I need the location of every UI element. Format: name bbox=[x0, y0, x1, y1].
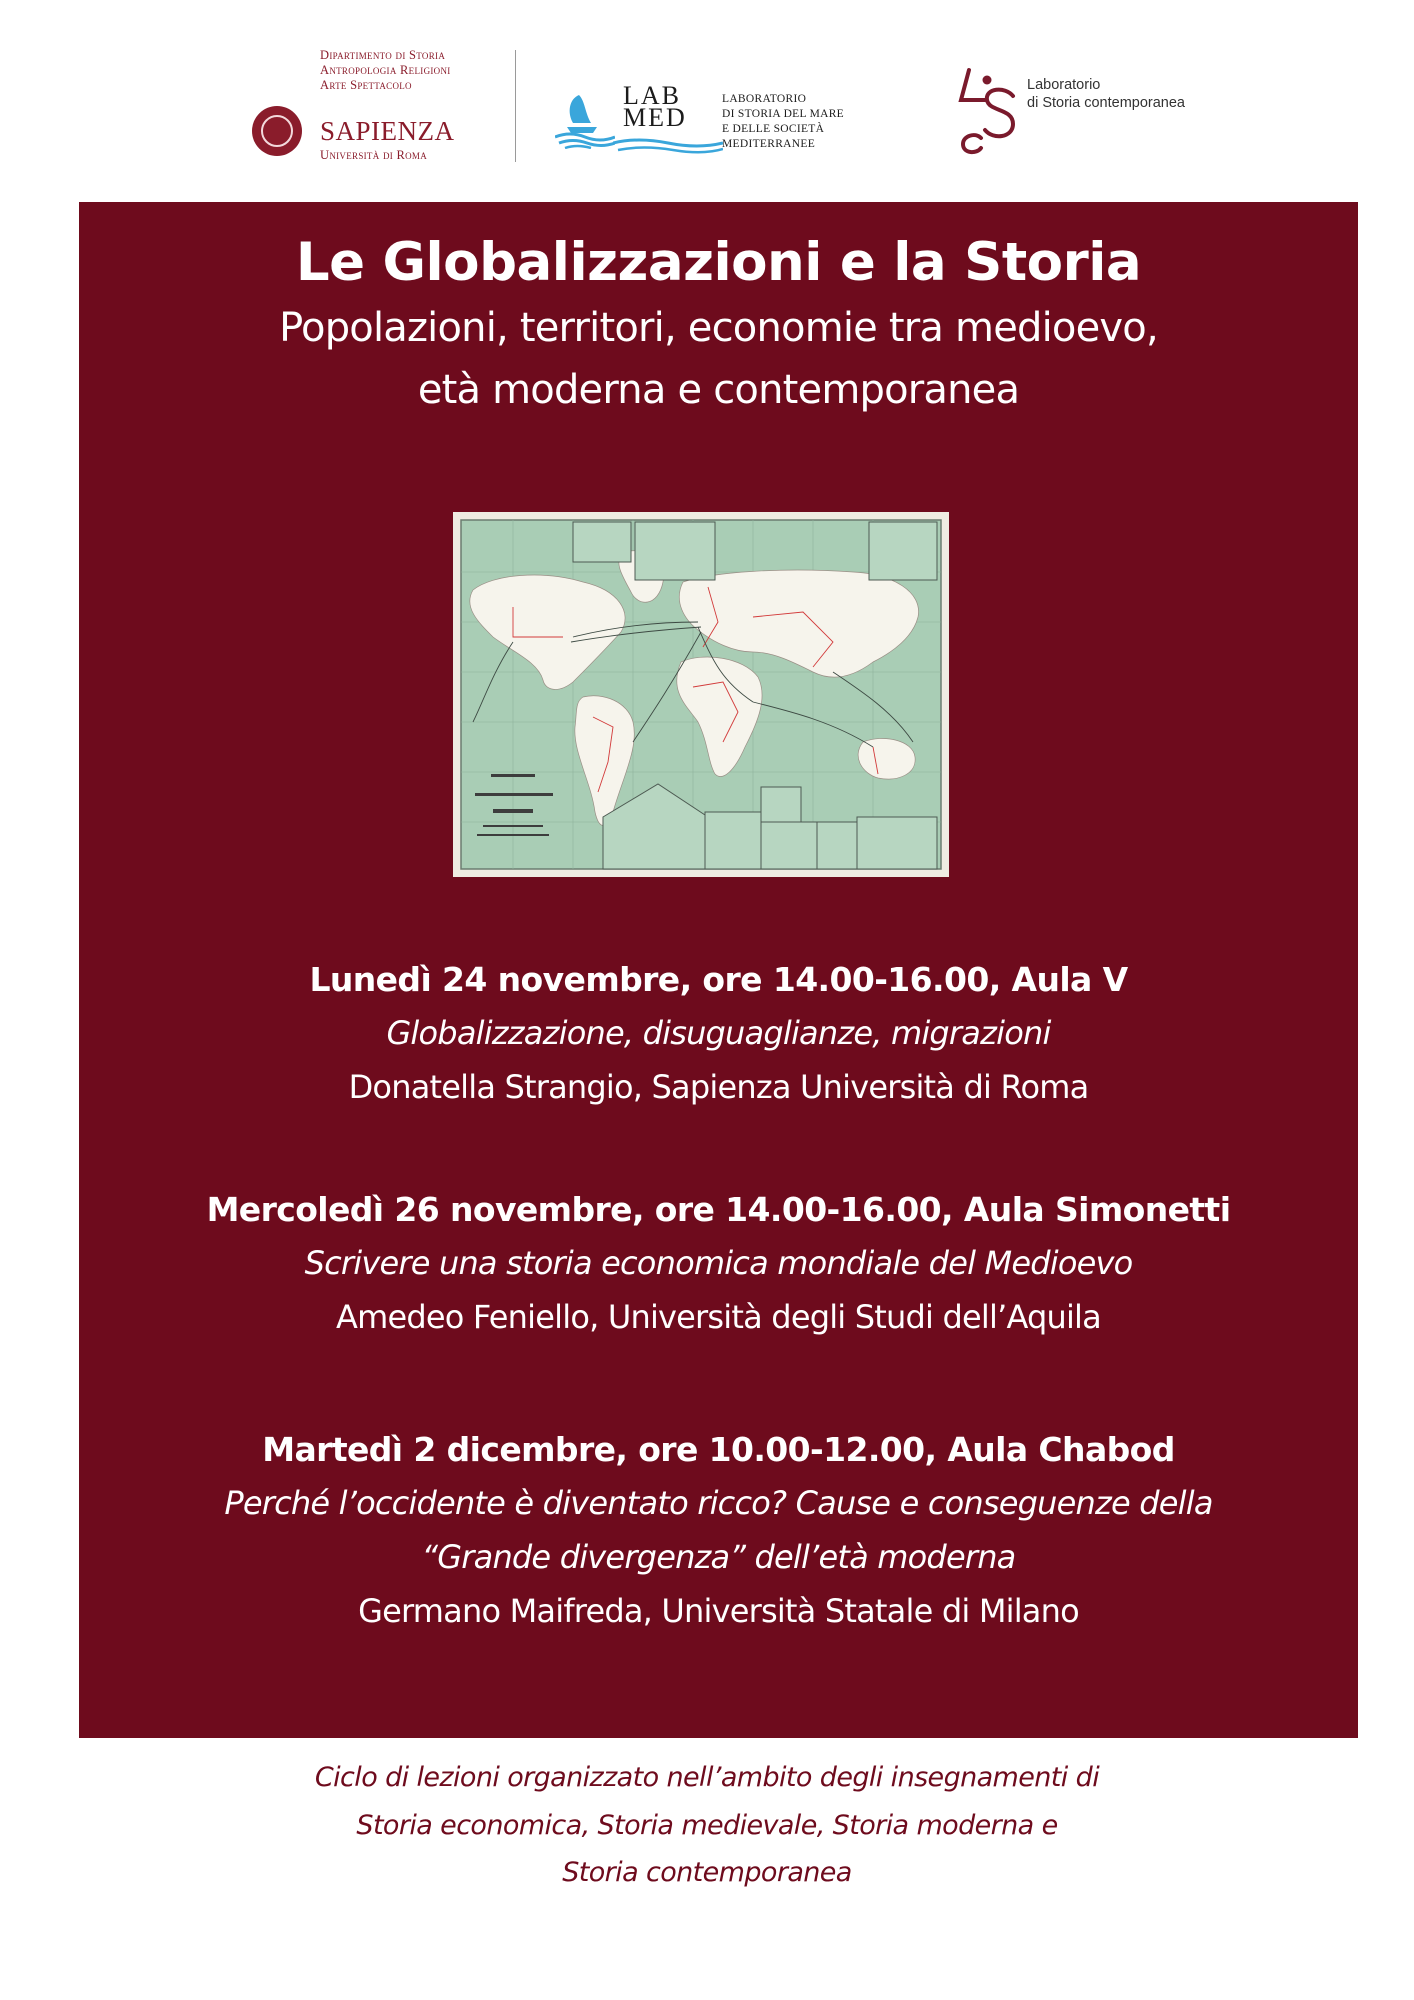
lsc-logo bbox=[955, 66, 1215, 161]
labmed-logo bbox=[555, 81, 915, 165]
logo-header bbox=[0, 0, 1414, 180]
poster-subtitle-line: età moderna e contemporanea bbox=[417, 367, 1020, 413]
logo-divider bbox=[515, 50, 516, 162]
event-panel bbox=[79, 202, 1358, 1738]
sapienza-wordmark: SAPIENZA bbox=[320, 116, 455, 146]
ship-on-waves-icon bbox=[555, 89, 615, 149]
labmed-line-lab: LAB bbox=[623, 81, 681, 110]
poster-subtitle-line: Popolazioni, territori, economie tra medioevo, bbox=[279, 305, 1158, 351]
department-line: Antropologia Religioni bbox=[320, 63, 451, 77]
poster-title: Le Globalizzazioni e la Storia bbox=[295, 232, 1142, 293]
labmed-description bbox=[722, 92, 844, 152]
event-2-topic: Scrivere una storia economica mondiale del Medioevo bbox=[304, 1244, 1133, 1282]
labmed-line-med: MED bbox=[623, 103, 687, 132]
event-2-heading: Mercoledì 26 novembre, ore 14.00-16.00, Aula Simonetti bbox=[206, 1190, 1231, 1229]
lsc-text-line: di Storia contemporanea bbox=[1027, 95, 1185, 111]
sapienza-seal-icon bbox=[252, 106, 302, 156]
map-illustration bbox=[453, 512, 949, 877]
event-3-speaker: Germano Maifreda, Università Statale di Milano bbox=[358, 1592, 1079, 1630]
event-1-speaker: Donatella Strangio, Sapienza Università di Roma bbox=[348, 1068, 1089, 1106]
department-line: Arte Spettacolo bbox=[320, 78, 412, 92]
sapienza-logo bbox=[250, 48, 500, 168]
event-1-topic: Globalizzazione, disuguaglianze, migrazioni bbox=[386, 1014, 1051, 1052]
labmed-desc-line: DI STORIA DEL MARE bbox=[722, 108, 845, 120]
event-2-speaker: Amedeo Feniello, Università degli Studi dell’Aquila bbox=[336, 1298, 1101, 1336]
department-line: Dipartimento di Storia bbox=[320, 48, 446, 62]
lsc-monogram-icon bbox=[955, 66, 1025, 156]
footer-note-line: Storia economica, Storia medievale, Storia moderna e bbox=[356, 1810, 1058, 1841]
lsc-text bbox=[1027, 76, 1185, 112]
world-telegraph-map-image bbox=[453, 512, 949, 877]
labmed-wordmark bbox=[623, 81, 687, 132]
event-3-topic-line: Perché l’occidente è diventato ricco? Cause e conseguenze della bbox=[224, 1484, 1213, 1522]
event-3-heading: Martedì 2 dicembre, ore 10.00-12.00, Aula Chabod bbox=[262, 1430, 1175, 1469]
wave-lines-icon bbox=[613, 137, 723, 157]
event-1-heading: Lunedì 24 novembre, ore 14.00-16.00, Aula V bbox=[309, 960, 1128, 999]
footer-note-line: Ciclo di lezioni organizzato nell’ambito degli insegnamenti di bbox=[314, 1762, 1100, 1793]
department-name bbox=[320, 48, 451, 93]
event-3-topic-line: “Grande divergenza” dell’età moderna bbox=[421, 1538, 1016, 1576]
labmed-desc-line: E DELLE SOCIETÀ bbox=[722, 123, 825, 135]
footer-note-line: Storia contemporanea bbox=[562, 1857, 852, 1888]
labmed-desc-line: MEDITERRANEE bbox=[722, 138, 816, 150]
lsc-text-line: Laboratorio bbox=[1027, 77, 1101, 93]
sapienza-subtitle: Università di Roma bbox=[320, 148, 428, 162]
labmed-desc-line: LABORATORIO bbox=[722, 93, 807, 105]
